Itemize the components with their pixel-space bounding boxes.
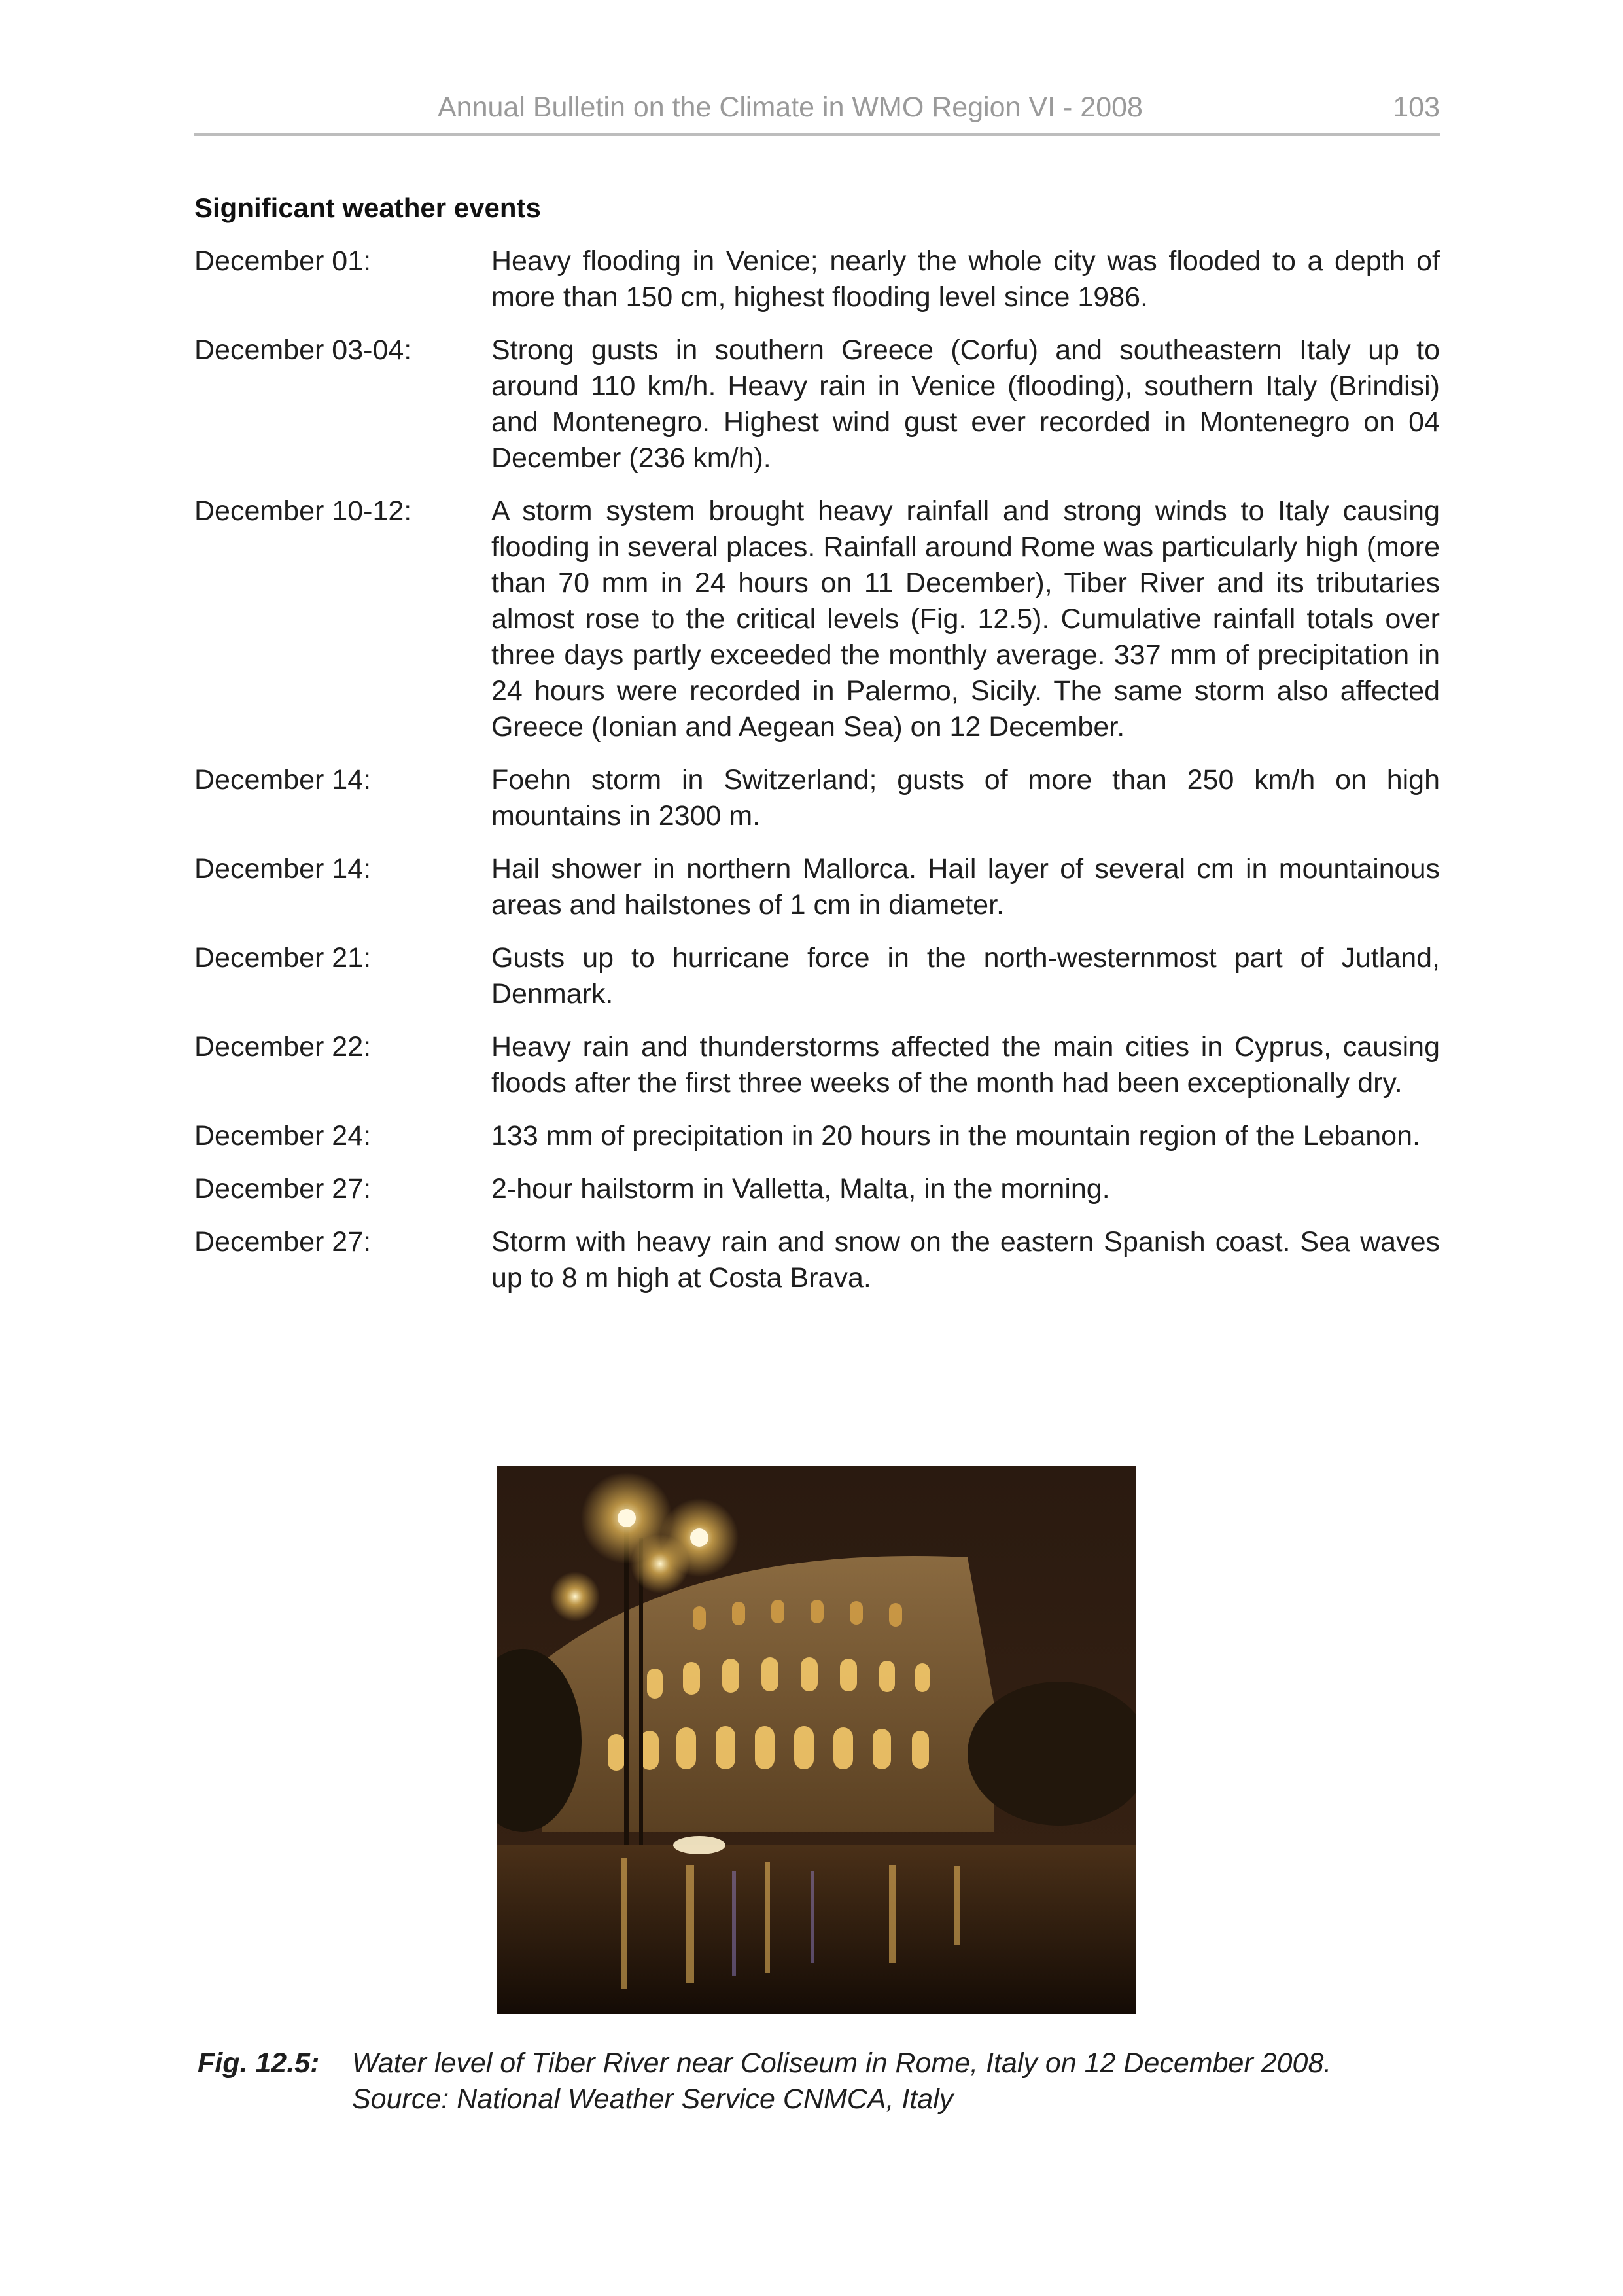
event-description: Heavy rain and thunderstorms affected the main cities in Cyprus, causing floods after the first three weeks of the month had been exceptionally dry. bbox=[491, 1031, 1440, 1099]
event-item bbox=[194, 493, 1440, 745]
event-item bbox=[194, 762, 1440, 834]
event-date: December 01: bbox=[194, 245, 372, 277]
figure-label: Fig. 12.5: bbox=[198, 2047, 320, 2079]
event-description: A storm system brought heavy rainfall and strong winds to Italy causing flooding in several places. Rainfall around Rome was particularly high (more than 70 mm in 24 hours on 11 December), Tiber River and its tributaries almost rose to the critical levels (Fig. 12.5). Cumulative rainfall totals over three days partly exceeded the monthly average. 337 mm of precipitation in 24 hours were recorded in Palermo, Sicily. The same storm also affected Greece (Ionian and Aegean Sea) on 12 December. bbox=[491, 495, 1440, 743]
figure-caption-line-2: Source: National Weather Service CNMCA, Italy bbox=[352, 2083, 954, 2115]
coliseum-flood-photo bbox=[497, 1466, 1136, 2014]
event-item bbox=[194, 1224, 1440, 1296]
event-date: December 03-04: bbox=[194, 334, 412, 366]
event-description: Heavy flooding in Venice; nearly the whole city was flooded to a depth of more than 150 cm, highest flooding level since 1986. bbox=[491, 245, 1440, 313]
header-divider bbox=[194, 133, 1440, 136]
figure-caption bbox=[198, 2045, 1440, 2117]
event-date: December 14: bbox=[194, 764, 372, 796]
events-list bbox=[194, 243, 1440, 1313]
event-description: 133 mm of precipitation in 20 hours in the mountain region of the Lebanon. bbox=[491, 1120, 1420, 1152]
event-date: December 14: bbox=[194, 853, 372, 885]
event-item bbox=[194, 1029, 1440, 1101]
event-date: December 22: bbox=[194, 1031, 372, 1063]
event-description: Gusts up to hurricane force in the north-westernmost part of Jutland, Denmark. bbox=[491, 942, 1440, 1010]
figure-caption-line-1: Water level of Tiber River near Coliseum in Rome, Italy on 12 December 2008. bbox=[352, 2047, 1332, 2079]
running-title: Annual Bulletin on the Climate in WMO Region VI - 2008 bbox=[438, 92, 1143, 123]
event-description: Strong gusts in southern Greece (Corfu) and southeastern Italy up to around 110 km/h. Heavy rain in Venice (flooding), southern Italy (Brindisi) and Montenegro. Highest wind gust ever recorded in Montenegro on 04 December (236 km/h). bbox=[491, 334, 1440, 474]
event-item bbox=[194, 243, 1440, 315]
event-description: 2-hour hailstorm in Valletta, Malta, in the morning. bbox=[491, 1173, 1110, 1205]
event-date: December 21: bbox=[194, 942, 372, 974]
section-heading: Significant weather events bbox=[194, 192, 541, 223]
event-description: Hail shower in northern Mallorca. Hail layer of several cm in mountainous areas and hailstones of 1 cm in diameter. bbox=[491, 853, 1440, 921]
event-item bbox=[194, 1171, 1440, 1207]
event-item bbox=[194, 332, 1440, 476]
event-date: December 27: bbox=[194, 1173, 372, 1205]
event-item bbox=[194, 940, 1440, 1012]
event-item bbox=[194, 1118, 1440, 1154]
event-description: Foehn storm in Switzerland; gusts of more than 250 km/h on high mountains in 2300 m. bbox=[491, 764, 1440, 832]
event-item bbox=[194, 851, 1440, 923]
event-date: December 24: bbox=[194, 1120, 372, 1152]
page-number: 103 bbox=[1393, 92, 1440, 123]
event-date: December 27: bbox=[194, 1226, 372, 1258]
event-description: Storm with heavy rain and snow on the eastern Spanish coast. Sea waves up to 8 m high at Costa Brava. bbox=[491, 1226, 1440, 1294]
page-header bbox=[194, 92, 1440, 133]
event-date: December 10-12: bbox=[194, 495, 412, 527]
